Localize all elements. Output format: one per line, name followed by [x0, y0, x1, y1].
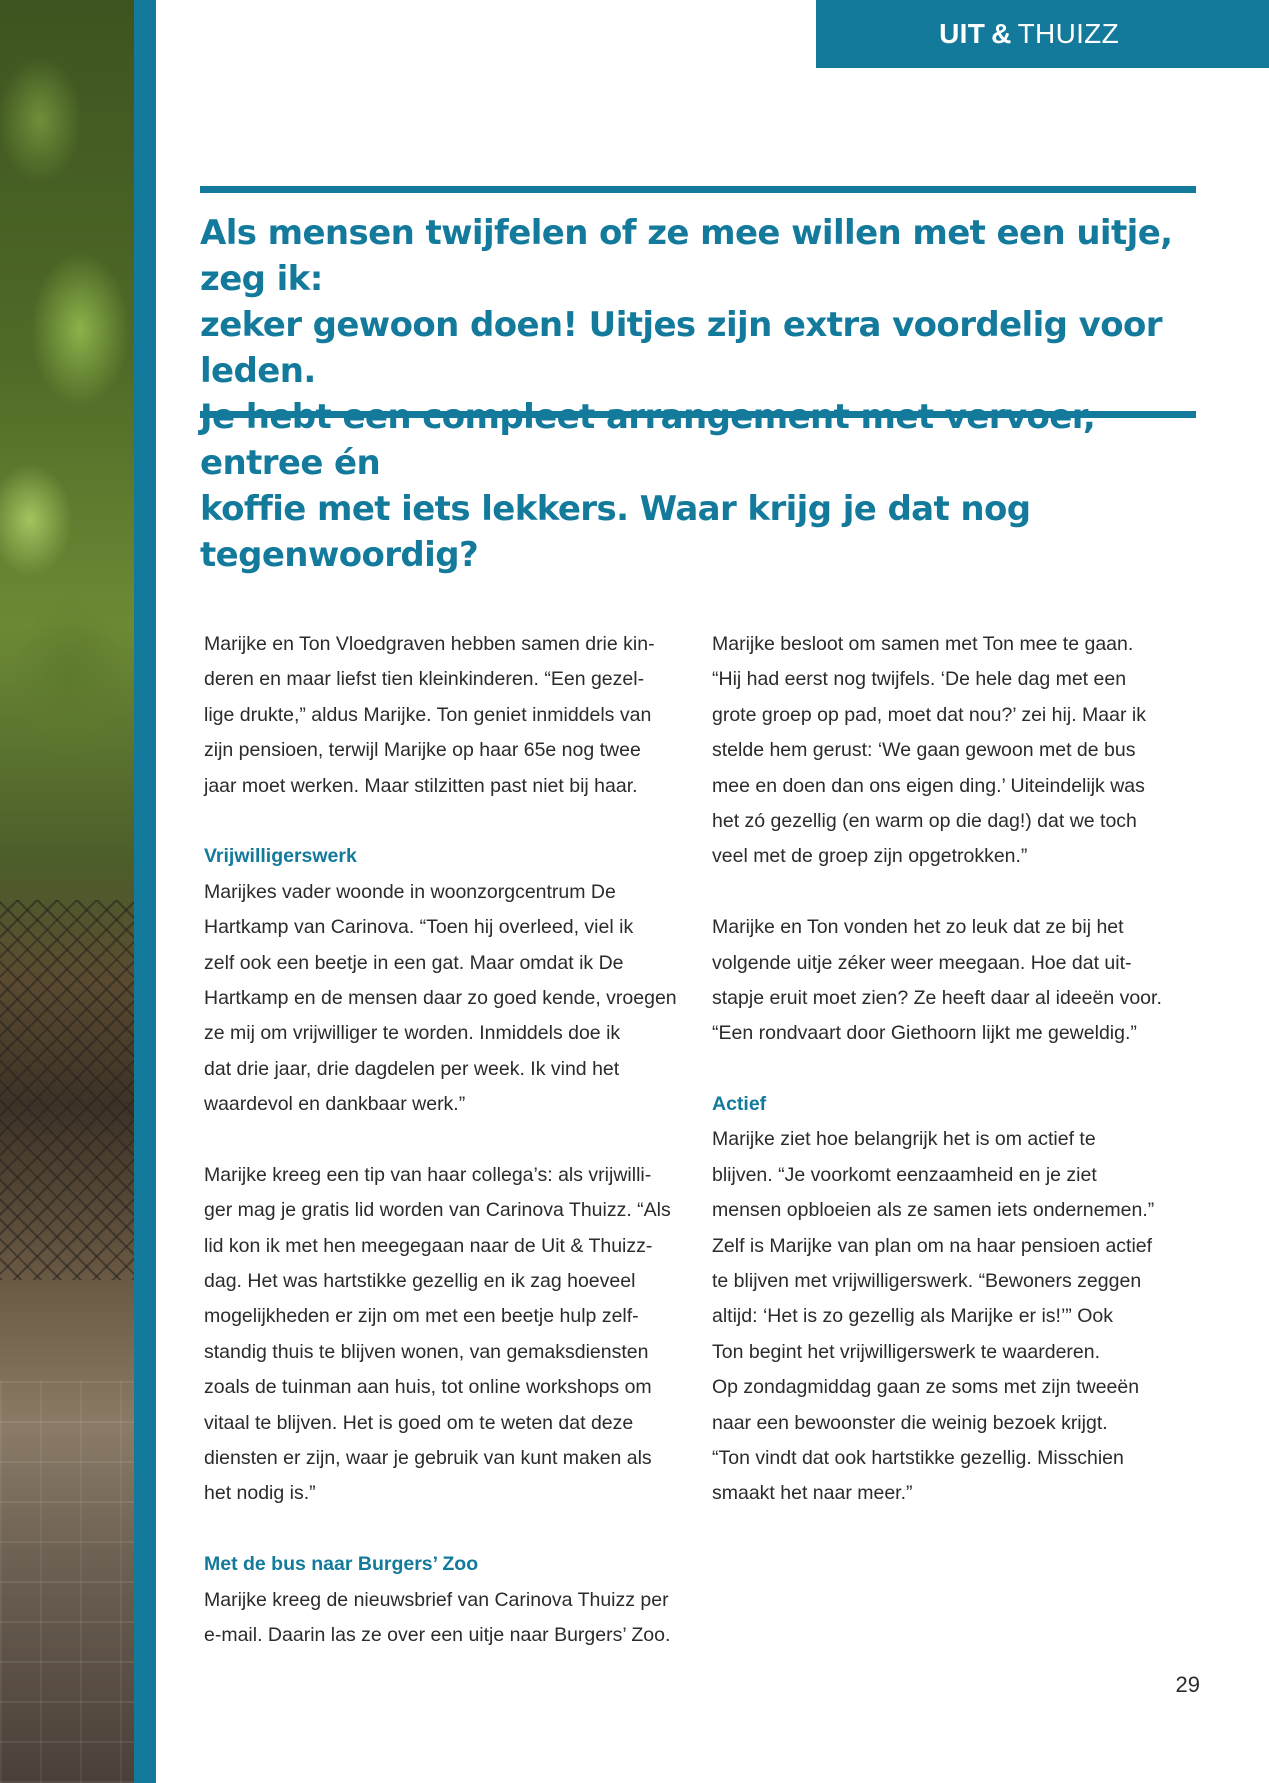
- text-line: zoals de tuinman aan huis, tot online workshops om: [204, 1376, 652, 1399]
- text-line: het zó gezellig (en warm op die dag!) dat we toch: [712, 809, 1137, 832]
- section-heading: Actief: [712, 1093, 767, 1116]
- text-line: Marijke besloot om samen met Ton mee te gaan.: [712, 633, 1134, 655]
- garden-photo: [0, 0, 134, 1783]
- text-line: Hartkamp en de mensen daar zo goed kende, vroegen: [204, 986, 677, 1009]
- text-line: Marijke en Ton Vloedgraven hebben samen drie kin-: [204, 633, 655, 655]
- text-line: jaar moet werken. Maar stilzitten past niet bij haar.: [204, 774, 638, 797]
- text-line: smaakt het naar meer.”: [712, 1482, 913, 1505]
- text-line: deren en maar liefst tien kleinkinderen. “Een gezel-: [204, 668, 645, 691]
- article-column-right: [712, 627, 1202, 1512]
- text-line: Ton begint het vrijwilligerswerk te waarderen.: [712, 1340, 1101, 1363]
- pavement-detail: [0, 1380, 134, 1783]
- paragraph-spacer: [204, 804, 704, 839]
- text-line: stapje eruit moet zien? Ze heeft daar al ideeën voor.: [712, 986, 1162, 1009]
- text-line: mogelijkheden er zijn om met een beetje hulp zelf-: [204, 1305, 639, 1328]
- text-line: zijn pensioen, terwijl Marijke op haar 65e nog twee: [204, 739, 641, 762]
- paragraph-spacer: [712, 875, 1202, 910]
- paragraph-spacer: [204, 1512, 704, 1547]
- text-line: blijven. “Je voorkomt eenzaamheid en je ziet: [712, 1163, 1097, 1186]
- text-line: lid kon ik met hen meegegaan naar de Uit & Thuizz-: [204, 1234, 653, 1257]
- text-line: Marijke kreeg de nieuwsbrief van Carinova Thuizz per: [204, 1588, 669, 1611]
- section-heading: Met de bus naar Burgers’ Zoo: [204, 1553, 479, 1576]
- section-header-tab: [816, 0, 1269, 68]
- text-line: Zelf is Marijke van plan om na haar pensioen actief: [712, 1234, 1153, 1257]
- text-line: ger mag je gratis lid worden van Carinova Thuizz. “Als: [204, 1199, 671, 1222]
- header-brand-amp: &: [991, 18, 1012, 49]
- text-line: mee en doen dan ons eigen ding.’ Uiteindelijk was: [712, 774, 1145, 797]
- text-line: vitaal te blijven. Het is goed om te weten dat deze: [204, 1411, 634, 1434]
- text-line: te blijven met vrijwilligerswerk. “Bewoners zeggen: [712, 1270, 1142, 1293]
- text-line: e-mail. Daarin las ze over een uitje naar Burgers’ Zoo.: [204, 1623, 671, 1646]
- header-brand-light: THUIZZ: [1017, 18, 1119, 49]
- text-line: grote groep op pad, moet dat nou?’ zei hij. Maar ik: [712, 703, 1146, 726]
- article-column-left: [204, 627, 704, 1653]
- text-line: waardevol en dankbaar werk.”: [204, 1093, 466, 1116]
- text-line: mensen opbloeien als ze samen iets ondernemen.”: [712, 1199, 1155, 1222]
- text-line: dat drie jaar, drie dagdelen per week. Ik vind het: [204, 1057, 620, 1080]
- quote-rule-bottom: [200, 411, 1196, 418]
- header-brand-bold: UIT: [939, 18, 986, 49]
- text-line: “Een rondvaart door Giethoorn lijkt me geweldig.”: [712, 1022, 1137, 1045]
- fence-detail: [0, 900, 134, 1280]
- paragraph-spacer: [204, 1122, 704, 1157]
- quote-rule-top: [200, 186, 1196, 193]
- text-line: stelde hem gerust: ‘We gaan gewoon met de bus: [712, 739, 1136, 762]
- text-line: naar een bewoonster die weinig bezoek krijgt.: [712, 1411, 1108, 1434]
- text-line: diensten er zijn, waar je gebruik van kunt maken als: [204, 1446, 652, 1469]
- text-line: Marijkes vader woonde in woonzorgcentrum De: [204, 880, 616, 903]
- text-line: standig thuis te blijven wonen, van gemaksdiensten: [204, 1340, 649, 1363]
- text-line: Marijke en Ton vonden het zo leuk dat ze bij het: [712, 916, 1124, 939]
- accent-bar: [134, 0, 156, 1783]
- text-line: Marijke kreeg een tip van haar collega’s: als vrijwilli-: [204, 1163, 652, 1186]
- text-line: Op zondagmiddag gaan ze soms met zijn tweeën: [712, 1376, 1140, 1399]
- text-line: lige drukte,” aldus Marijke. Ton geniet inmiddels van: [204, 703, 652, 726]
- paragraph-spacer: [712, 1052, 1202, 1087]
- section-heading: Vrijwilligerswerk: [204, 845, 357, 868]
- text-line: veel met de groep zijn opgetrokken.”: [712, 845, 1028, 868]
- text-line: Marijke ziet hoe belangrijk het is om actief te: [712, 1128, 1096, 1151]
- text-line: het nodig is.”: [204, 1482, 316, 1505]
- text-line: zelf ook een beetje in een gat. Maar omdat ik De: [204, 951, 624, 974]
- page-number: 29: [1175, 1672, 1200, 1697]
- text-line: ze mij om vrijwilliger te worden. Inmiddels doe ik: [204, 1022, 621, 1045]
- text-line: “Hij had eerst nog twijfels. ‘De hele dag met een: [712, 668, 1127, 691]
- text-line: dag. Het was hartstikke gezellig en ik zag hoeveel: [204, 1270, 636, 1293]
- pull-quote: Als mensen twijfelen of ze mee willen met een uitje, zeg ik: zeker gewoon doen! Uitjes zijn extra voordelig voor leden. entree én koffie met iets lekkers. Waar krijg je dat nog tegenwoordig?: [200, 213, 1173, 575]
- text-line: Hartkamp van Carinova. “Toen hij overleed, viel ik: [204, 916, 634, 939]
- text-line: volgende uitje zéker weer meegaan. Hoe dat uit-: [712, 951, 1132, 974]
- text-line: “Ton vindt dat ook hartstikke gezellig. Misschien: [712, 1446, 1124, 1469]
- text-line: altijd: ‘Het is zo gezellig als Marijke er is!’” Ook: [712, 1305, 1113, 1328]
